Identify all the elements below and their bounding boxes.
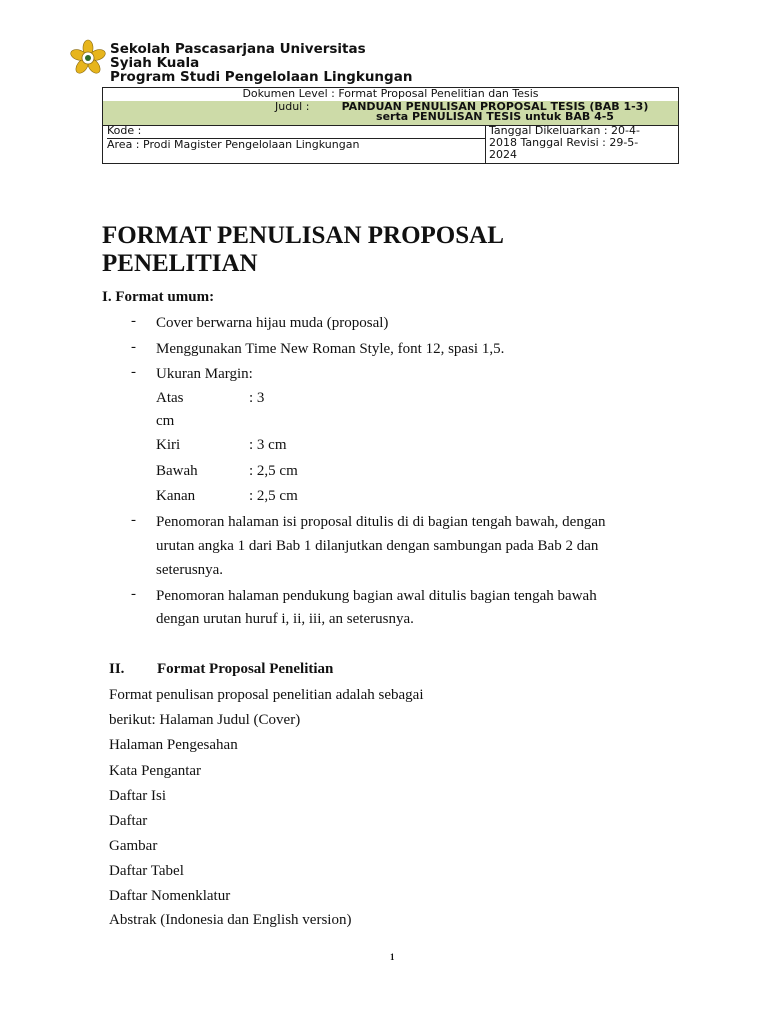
judul-row xyxy=(103,101,678,126)
body-line: Gambar xyxy=(109,838,158,854)
list-item: Cover berwarna hijau muda (proposal) xyxy=(156,315,389,331)
dokumen-level: Dokumen Level : Format Proposal Penelitian dan Tesis xyxy=(103,88,678,102)
list-item: Penomoran halaman isi proposal ditulis di di bagian tengah bawah, dengan xyxy=(156,514,606,530)
area-field: Area : Prodi Magister Pengelolaan Lingkungan xyxy=(107,138,360,151)
list-item-cont: urutan angka 1 dari Bab 1 dilanjutkan dengan sambungan pada Bab 2 dan xyxy=(156,538,599,554)
institution-line1: Sekolah Pascasarjana Universitas xyxy=(110,41,366,57)
margin-label: Bawah xyxy=(156,463,198,479)
page-title xyxy=(102,222,662,278)
margin-label: Atas xyxy=(156,390,184,406)
institution-name xyxy=(110,41,413,85)
margin-label: cm xyxy=(156,413,175,429)
list-item-cont: dengan urutan huruf i, ii, iii, an seterusnya. xyxy=(156,611,414,627)
body-line: Daftar Isi xyxy=(109,788,167,804)
tanggal-field xyxy=(489,125,675,161)
page-number: 1 xyxy=(390,952,395,962)
section1-heading: I. Format umum: xyxy=(102,289,215,305)
list-item: Penomoran halaman pendukung bagian awal ditulis bagian tengah bawah xyxy=(156,588,597,604)
document-info-table xyxy=(102,87,679,164)
judul-line1: PANDUAN PENULISAN PROPOSAL TESIS (BAB 1-3) xyxy=(341,100,649,113)
institution-line3: Program Studi Pengelolaan Lingkungan xyxy=(110,69,413,85)
bullet-dash: - xyxy=(131,586,136,602)
bullet-dash: - xyxy=(131,512,136,528)
judul-line2: serta PENULISAN TESIS untuk BAB 4-5 xyxy=(376,110,614,123)
left-cell xyxy=(103,125,486,163)
list-item: Menggunakan Time New Roman Style, font 12, spasi 1,5. xyxy=(156,341,505,357)
list-item: Ukuran Margin: xyxy=(156,366,253,382)
body-line: Kata Pengantar xyxy=(109,763,202,779)
margin-value: : 3 xyxy=(249,390,265,406)
margin-value: : 3 cm xyxy=(249,437,287,453)
bullet-dash: - xyxy=(131,313,136,329)
list-item-cont: seterusnya. xyxy=(156,562,224,578)
bullet-dash: - xyxy=(131,339,136,355)
bullet-dash: - xyxy=(131,364,136,380)
kode-field: Kode : xyxy=(107,125,485,139)
university-logo-icon xyxy=(70,40,106,76)
institution-line2: Syiah Kuala xyxy=(110,55,200,71)
body-line: berikut: Halaman Judul (Cover) xyxy=(109,712,301,728)
body-line: Format penulisan proposal penelitian adalah sebagai xyxy=(109,687,424,703)
tanggal-line3: 2024 xyxy=(489,148,517,161)
body-line: Abstrak (Indonesia dan English version) xyxy=(109,912,352,928)
body-line: Daftar Nomenklatur xyxy=(109,888,231,904)
body-line: Daftar Tabel xyxy=(109,863,184,879)
margin-label: Kanan xyxy=(156,488,196,504)
judul-text xyxy=(325,101,665,122)
section2-heading: Format Proposal Penelitian xyxy=(157,661,334,677)
margin-value: : 2,5 cm xyxy=(249,488,298,504)
tanggal-line1: Tanggal Dikeluarkan : 20-4- xyxy=(489,124,640,137)
body-line: Daftar xyxy=(109,813,148,829)
title-line2: PENELITIAN xyxy=(102,250,258,277)
title-line1: FORMAT PENULISAN PROPOSAL xyxy=(102,222,504,249)
tanggal-line2: 2018 Tanggal Revisi : 29-5- xyxy=(489,136,639,149)
section2-number: II. xyxy=(109,661,125,677)
body-line: Halaman Pengesahan xyxy=(109,737,238,753)
margin-value: : 2,5 cm xyxy=(249,463,298,479)
margin-label: Kiri xyxy=(156,437,181,453)
judul-label: Judul : xyxy=(275,100,310,113)
